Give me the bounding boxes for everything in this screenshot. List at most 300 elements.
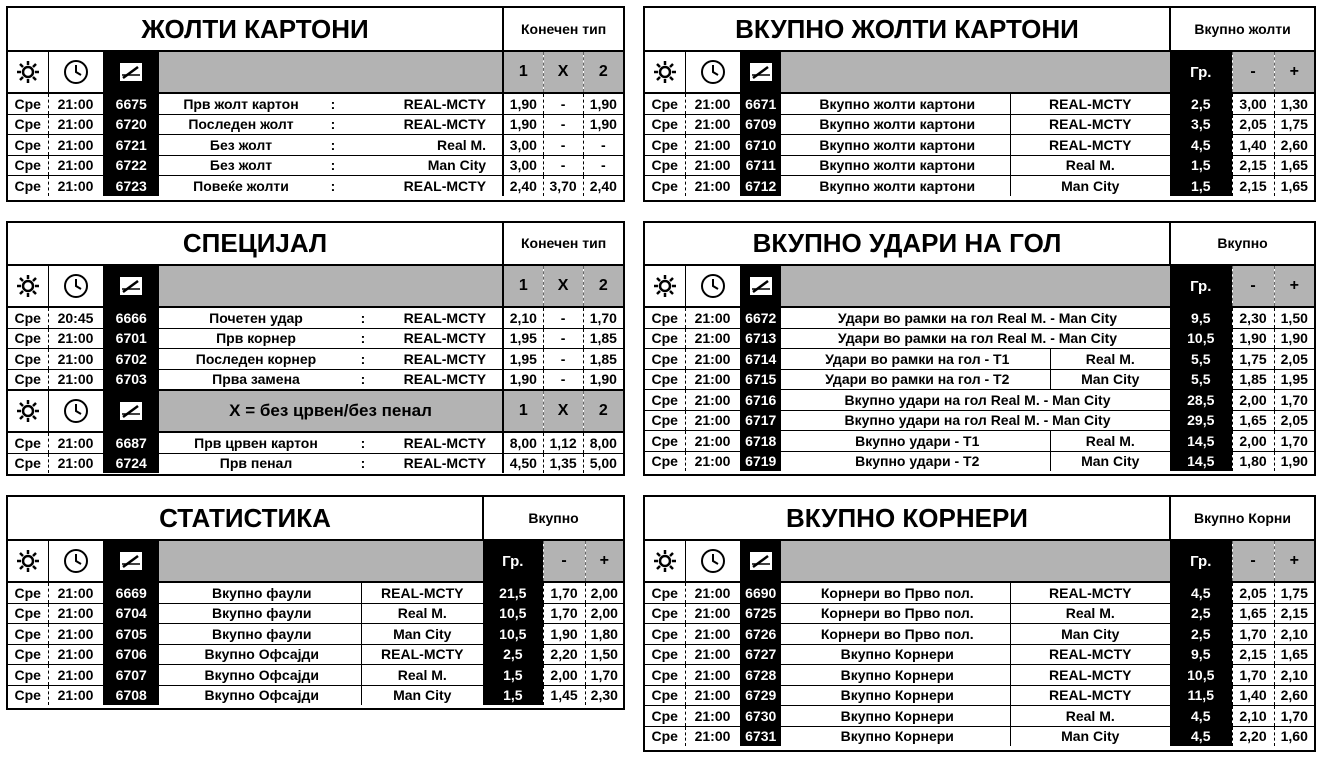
market-name: Вкупно жолти картони — [819, 177, 976, 194]
day-cell: Сре — [645, 685, 685, 706]
table-row[interactable] — [645, 135, 1314, 156]
line-cell: 21,5 — [483, 582, 543, 603]
time-cell: 21:00 — [48, 155, 103, 176]
day-cell: Сре — [8, 93, 48, 114]
table-row[interactable] — [645, 644, 1314, 665]
col-header: X — [543, 390, 583, 432]
odds-cell: 1,12 — [543, 432, 583, 453]
day-cell: Сре — [645, 93, 685, 114]
column-group-header: Вкупно жолти — [1170, 8, 1314, 51]
pencil-icon — [740, 51, 781, 93]
clock-icon — [48, 265, 103, 307]
odds-cell: - — [543, 307, 583, 328]
header-grey-bar — [159, 51, 503, 93]
code-cell: 6675 — [103, 93, 159, 114]
column-group-header: Вкупно — [483, 497, 623, 540]
table-row[interactable] — [645, 726, 1314, 746]
table-udari — [645, 223, 1314, 471]
time-cell: 21:00 — [685, 685, 740, 706]
table-row[interactable] — [645, 665, 1314, 686]
odds-cell: 1,70 — [1232, 624, 1274, 645]
time-cell: 21:00 — [48, 349, 103, 370]
odds-cell: 1,65 — [1232, 603, 1274, 624]
day-cell: Сре — [8, 603, 48, 624]
time-cell: 21:00 — [48, 369, 103, 390]
market-name: Вкупно Корнери — [840, 728, 954, 745]
time-cell: 21:00 — [685, 726, 740, 746]
market-name: Удари во рамки на гол - Т1 — [781, 349, 1050, 370]
odds-cell: 1,90 — [1274, 451, 1314, 471]
line-cell: 4,5 — [1170, 726, 1232, 746]
day-cell: Сре — [645, 369, 685, 390]
table-row[interactable] — [645, 114, 1314, 135]
day-cell: Сре — [8, 665, 48, 686]
odds-cell: 2,10 — [1232, 706, 1274, 727]
odds-cell: 2,60 — [1274, 685, 1314, 706]
clock-icon — [685, 51, 740, 93]
odds-cell: 1,90 — [1274, 328, 1314, 349]
odds-cell: 2,60 — [1274, 135, 1314, 156]
odds-cell: 2,20 — [1232, 726, 1274, 746]
col-header: 2 — [583, 390, 623, 432]
day-cell: Сре — [8, 685, 48, 705]
odds-cell: 1,65 — [1274, 155, 1314, 176]
odds-cell: 1,60 — [1274, 726, 1314, 746]
market-name: Вкупно Корнери — [781, 644, 1010, 665]
time-cell: 21:00 — [685, 135, 740, 156]
table-row[interactable] — [645, 93, 1314, 114]
icon-row — [8, 390, 623, 432]
market-name: Вкупно удари на гол Real M. - Man City — [781, 390, 1170, 411]
table-row[interactable] — [8, 603, 623, 624]
market-name: Вкупно Корнери — [781, 706, 1010, 727]
table-row[interactable] — [8, 624, 623, 645]
odds-cell: 1,90 — [503, 369, 543, 390]
market-name: Удари во рамки на гол - Т2 — [781, 369, 1050, 390]
header-grey-bar — [781, 265, 1170, 307]
market-name: Вкупно жолти картони — [781, 155, 1010, 176]
column-group-header: Вкупно — [1170, 223, 1314, 265]
header-grey-bar — [781, 51, 1170, 93]
team-cell: Real M. — [361, 603, 483, 624]
team-cell: REAL-MCTY — [361, 644, 483, 665]
day-cell: Сре — [645, 176, 685, 196]
line-cell: 10,5 — [1170, 665, 1232, 686]
team-cell: REAL-MCTY — [403, 455, 487, 472]
table-row[interactable] — [8, 432, 623, 453]
line-cell: 9,5 — [1170, 644, 1232, 665]
time-cell: 21:00 — [48, 176, 103, 196]
line-cell: 2,5 — [1170, 93, 1232, 114]
column-group-header: Конечен тип — [503, 223, 623, 265]
team-cell: REAL-MCTY — [1010, 114, 1170, 135]
column-group-header: Конечен тип — [503, 8, 623, 51]
panel-statistika — [6, 495, 625, 710]
table-row[interactable] — [8, 644, 623, 665]
separator-colon: : — [360, 455, 366, 472]
code-cell: 6724 — [103, 453, 159, 473]
line-cell: 1,5 — [483, 685, 543, 705]
line-cell: 2,5 — [1170, 624, 1232, 645]
odds-cell: - — [583, 155, 623, 176]
table-row[interactable] — [8, 582, 623, 603]
time-cell: 21:00 — [685, 307, 740, 328]
separator-colon: : — [349, 328, 377, 349]
time-cell: 21:00 — [685, 410, 740, 431]
market-name: Последен жолт — [159, 114, 319, 135]
time-cell: 21:00 — [48, 135, 103, 156]
code-cell: 6722 — [103, 155, 159, 176]
odds-cell: 2,05 — [1232, 582, 1274, 603]
table-row[interactable] — [8, 155, 623, 176]
odds-cell: 2,30 — [1232, 307, 1274, 328]
col-header: + — [1274, 265, 1314, 307]
day-cell: Сре — [645, 390, 685, 411]
col-header: + — [1274, 51, 1314, 93]
odds-cell: 1,75 — [1274, 114, 1314, 135]
sun-icon — [645, 540, 685, 582]
team-cell: Man City — [1010, 726, 1170, 746]
time-cell: 21:00 — [685, 431, 740, 452]
day-cell: Сре — [645, 582, 685, 603]
odds-cell: 1,65 — [1274, 176, 1314, 196]
table-statistika — [8, 497, 623, 705]
time-cell: 21:00 — [685, 665, 740, 686]
time-cell: 21:00 — [685, 155, 740, 176]
sun-icon — [8, 390, 48, 432]
market-name: Без жолт — [159, 135, 319, 156]
odds-cell: 1,70 — [1274, 390, 1314, 411]
day-cell: Сре — [645, 307, 685, 328]
day-cell: Сре — [645, 624, 685, 645]
odds-cell: 1,90 — [583, 369, 623, 390]
odds-cell: 2,40 — [503, 176, 543, 196]
market-name: Вкупно фаули — [159, 603, 361, 624]
odds-cell: 3,70 — [543, 176, 583, 196]
panel-zholti — [6, 6, 625, 202]
column-group-header: Вкупно Корни — [1170, 497, 1314, 540]
day-cell: Сре — [8, 624, 48, 645]
odds-cell: 2,15 — [1232, 176, 1274, 196]
team-cell: Real M. — [1050, 431, 1170, 452]
panel-korneri — [643, 495, 1316, 752]
sun-icon — [8, 540, 48, 582]
separator-colon: : — [349, 432, 377, 453]
odds-cell: 1,85 — [1232, 369, 1274, 390]
code-cell: 6730 — [740, 706, 781, 727]
day-cell: Сре — [8, 349, 48, 370]
team-cell: REAL-MCTY — [403, 371, 487, 388]
team-cell: REAL-MCTY — [377, 307, 503, 328]
code-cell: 6671 — [740, 93, 781, 114]
code-cell: 6717 — [740, 410, 781, 431]
odds-cell: 3,00 — [1232, 93, 1274, 114]
table-row[interactable] — [645, 706, 1314, 727]
odds-cell: 2,00 — [585, 603, 623, 624]
day-cell: Сре — [8, 155, 48, 176]
odds-cell: - — [543, 114, 583, 135]
time-cell: 21:00 — [48, 603, 103, 624]
code-cell: 6719 — [740, 451, 781, 471]
day-cell: Сре — [645, 451, 685, 471]
panel-title: СТАТИСТИКА — [8, 497, 483, 540]
odds-cell: 1,70 — [1274, 431, 1314, 452]
market-name: Удари во рамки на гол Real M. - Man City — [781, 328, 1170, 349]
panel-title: ВКУПНО УДАРИ НА ГОЛ — [645, 223, 1170, 265]
odds-cell: 1,90 — [1232, 328, 1274, 349]
code-cell: 6710 — [740, 135, 781, 156]
code-cell: 6709 — [740, 114, 781, 135]
odds-cell: 8,00 — [503, 432, 543, 453]
col-header: 1 — [503, 51, 543, 93]
odds-cell: 1,70 — [585, 665, 623, 686]
table-row[interactable] — [645, 603, 1314, 624]
code-cell: 6716 — [740, 390, 781, 411]
col-header: X — [543, 265, 583, 307]
line-cell: 10,5 — [1170, 328, 1232, 349]
table-row[interactable] — [645, 685, 1314, 706]
odds-cell: 2,05 — [1274, 410, 1314, 431]
team-cell: REAL-MCTY — [377, 432, 503, 453]
odds-cell: 1,90 — [543, 624, 585, 645]
col-header: - — [1232, 265, 1274, 307]
table-row[interactable] — [8, 349, 623, 370]
odds-cell: 1,70 — [1232, 665, 1274, 686]
market-name: Корнери во Прво пол. — [781, 582, 1010, 603]
col-header: - — [543, 540, 585, 582]
code-cell: 6708 — [103, 685, 159, 705]
pencil-icon — [740, 265, 781, 307]
line-cell: 14,5 — [1170, 451, 1232, 471]
panel-title: ЖОЛТИ КАРТОНИ — [8, 8, 503, 51]
table-row[interactable] — [645, 451, 1314, 471]
odds-cell: 2,20 — [543, 644, 585, 665]
col-header: Гр. — [1170, 540, 1232, 582]
odds-cell: 1,70 — [543, 603, 585, 624]
pencil-icon — [103, 265, 159, 307]
odds-cell: 1,95 — [503, 349, 543, 370]
team-cell: Real M. — [1050, 349, 1170, 370]
market-name: Удари во рамки на гол Real M. - Man City — [781, 307, 1170, 328]
code-cell: 6706 — [103, 644, 159, 665]
odds-cell: 1,65 — [1232, 410, 1274, 431]
team-cell: Man City — [361, 624, 483, 645]
col-header: + — [1274, 540, 1314, 582]
code-cell: 6713 — [740, 328, 781, 349]
market-name: Вкупно Офсајди — [159, 665, 361, 686]
day-cell: Сре — [645, 155, 685, 176]
line-cell: 5,5 — [1170, 349, 1232, 370]
odds-cell: 2,30 — [585, 685, 623, 705]
day-cell: Сре — [8, 644, 48, 665]
time-cell: 21:00 — [685, 114, 740, 135]
market-name: Вкупно жолти картони — [781, 135, 1010, 156]
table-row[interactable] — [8, 328, 623, 349]
code-cell: 6705 — [103, 624, 159, 645]
odds-cell: 1,80 — [585, 624, 623, 645]
panel-udari — [643, 221, 1316, 476]
col-header: - — [1232, 51, 1274, 93]
team-cell: REAL-MCTY — [1010, 644, 1170, 665]
odds-cell: 2,00 — [1232, 431, 1274, 452]
table-row[interactable] — [8, 369, 623, 390]
odds-cell: 1,95 — [1274, 369, 1314, 390]
odds-cell: 2,00 — [1232, 390, 1274, 411]
code-cell: 6715 — [740, 369, 781, 390]
line-cell: 11,5 — [1170, 685, 1232, 706]
code-cell: 6726 — [740, 624, 781, 645]
separator-colon: : — [319, 93, 347, 114]
clock-icon — [48, 390, 103, 432]
table-row[interactable] — [645, 582, 1314, 603]
time-cell: 21:00 — [48, 644, 103, 665]
table-row[interactable] — [8, 135, 623, 156]
team-cell: REAL-MCTY — [1010, 685, 1170, 706]
team-cell: Man City — [361, 685, 483, 705]
line-cell: 2,5 — [1170, 603, 1232, 624]
header-grey-bar — [159, 265, 503, 307]
odds-cell: - — [543, 155, 583, 176]
sun-icon — [645, 51, 685, 93]
table-row[interactable] — [8, 114, 623, 135]
market-name: Последен корнер — [159, 349, 349, 370]
time-cell: 21:00 — [685, 706, 740, 727]
team-cell: Man City — [1050, 451, 1170, 471]
odds-cell: 1,40 — [1232, 685, 1274, 706]
odds-cell: 2,00 — [585, 582, 623, 603]
odds-cell: 2,15 — [1232, 644, 1274, 665]
code-cell: 6711 — [740, 155, 781, 176]
market-name: Прв црвен картон — [159, 432, 349, 453]
table-row[interactable] — [8, 685, 623, 705]
code-cell: 6712 — [740, 176, 781, 196]
odds-cell: 1,70 — [583, 307, 623, 328]
col-header: Гр. — [1170, 265, 1232, 307]
odds-cell: 1,40 — [1232, 135, 1274, 156]
odds-cell: 5,00 — [583, 453, 623, 473]
odds-cell: 1,90 — [503, 93, 543, 114]
table-row[interactable] — [645, 349, 1314, 370]
clock-icon — [48, 540, 103, 582]
table-specijal — [8, 223, 623, 473]
odds-cell: 3,00 — [503, 135, 543, 156]
panel-specijal — [6, 221, 625, 476]
line-cell: 10,5 — [483, 603, 543, 624]
code-cell: 6666 — [103, 307, 159, 328]
team-cell: Man City — [1050, 369, 1170, 390]
col-header: 1 — [503, 265, 543, 307]
team-cell: Real M. — [1010, 155, 1170, 176]
team-cell: REAL-MCTY — [361, 582, 483, 603]
table-zholti — [8, 8, 623, 196]
odds-cell: 1,85 — [583, 328, 623, 349]
day-cell: Сре — [8, 582, 48, 603]
table-row[interactable] — [645, 431, 1314, 452]
odds-cell: 1,65 — [1274, 644, 1314, 665]
line-cell: 10,5 — [483, 624, 543, 645]
table-row[interactable] — [8, 176, 623, 196]
code-cell: 6718 — [740, 431, 781, 452]
table-row[interactable] — [645, 155, 1314, 176]
pencil-icon — [740, 540, 781, 582]
odds-cell: 1,50 — [1274, 307, 1314, 328]
market-name: Вкупно Корнери — [781, 665, 1010, 686]
time-cell: 21:00 — [685, 390, 740, 411]
code-cell: 6723 — [103, 176, 159, 196]
code-cell: 6714 — [740, 349, 781, 370]
team-cell: REAL-MCTY — [403, 177, 487, 194]
day-cell: Сре — [645, 114, 685, 135]
table-vkupno-zholti — [645, 8, 1314, 196]
separator-colon: : — [319, 114, 347, 135]
odds-cell: 1,35 — [543, 453, 583, 473]
icon-row — [8, 265, 623, 307]
team-cell: REAL-MCTY — [347, 114, 503, 135]
market-name: Вкупно удари на гол Real M. - Man City — [781, 410, 1170, 431]
line-cell: 28,5 — [1170, 390, 1232, 411]
table-row[interactable] — [645, 369, 1314, 390]
col-header: 2 — [583, 51, 623, 93]
day-cell: Сре — [8, 432, 48, 453]
market-name: Корнери во Прво пол. — [781, 603, 1010, 624]
table-row[interactable] — [8, 453, 623, 473]
market-name: Прв пенал — [219, 455, 293, 472]
table-row[interactable] — [8, 93, 623, 114]
time-cell: 21:00 — [48, 624, 103, 645]
table-row[interactable] — [645, 307, 1314, 328]
team-cell: REAL-MCTY — [1010, 135, 1170, 156]
table-row[interactable] — [645, 410, 1314, 431]
header-grey-bar — [159, 540, 483, 582]
day-cell: Сре — [645, 349, 685, 370]
table-row[interactable] — [645, 624, 1314, 645]
time-cell: 21:00 — [685, 451, 740, 471]
code-cell: 6725 — [740, 603, 781, 624]
time-cell: 20:45 — [48, 307, 103, 328]
day-cell: Сре — [645, 410, 685, 431]
code-cell: 6704 — [103, 603, 159, 624]
time-cell: 21:00 — [685, 603, 740, 624]
table-row[interactable] — [645, 390, 1314, 411]
market-name: Вкупно удари - Т2 — [855, 453, 980, 470]
clock-icon — [48, 51, 103, 93]
odds-cell: 3,00 — [503, 155, 543, 176]
table-row[interactable] — [8, 307, 623, 328]
code-cell: 6701 — [103, 328, 159, 349]
icon-row — [645, 265, 1314, 307]
odds-cell: - — [543, 369, 583, 390]
day-cell: Сре — [8, 453, 48, 473]
day-cell: Сре — [8, 328, 48, 349]
table-row[interactable] — [645, 328, 1314, 349]
code-cell: 6720 — [103, 114, 159, 135]
team-cell: Real M. — [1010, 603, 1170, 624]
separator-colon: : — [360, 371, 366, 388]
line-cell: 4,5 — [1170, 135, 1232, 156]
odds-cell: 2,05 — [1232, 114, 1274, 135]
market-name: Вкупно жолти картони — [781, 93, 1010, 114]
odds-cell: 2,10 — [1274, 665, 1314, 686]
market-name: Прва замена — [212, 371, 300, 388]
sun-icon — [8, 51, 48, 93]
day-cell: Сре — [8, 176, 48, 196]
table-row[interactable] — [645, 176, 1314, 196]
odds-cell: 1,90 — [503, 114, 543, 135]
icon-row — [645, 51, 1314, 93]
code-cell: 6721 — [103, 135, 159, 156]
code-cell: 6729 — [740, 685, 781, 706]
table-row[interactable] — [8, 665, 623, 686]
